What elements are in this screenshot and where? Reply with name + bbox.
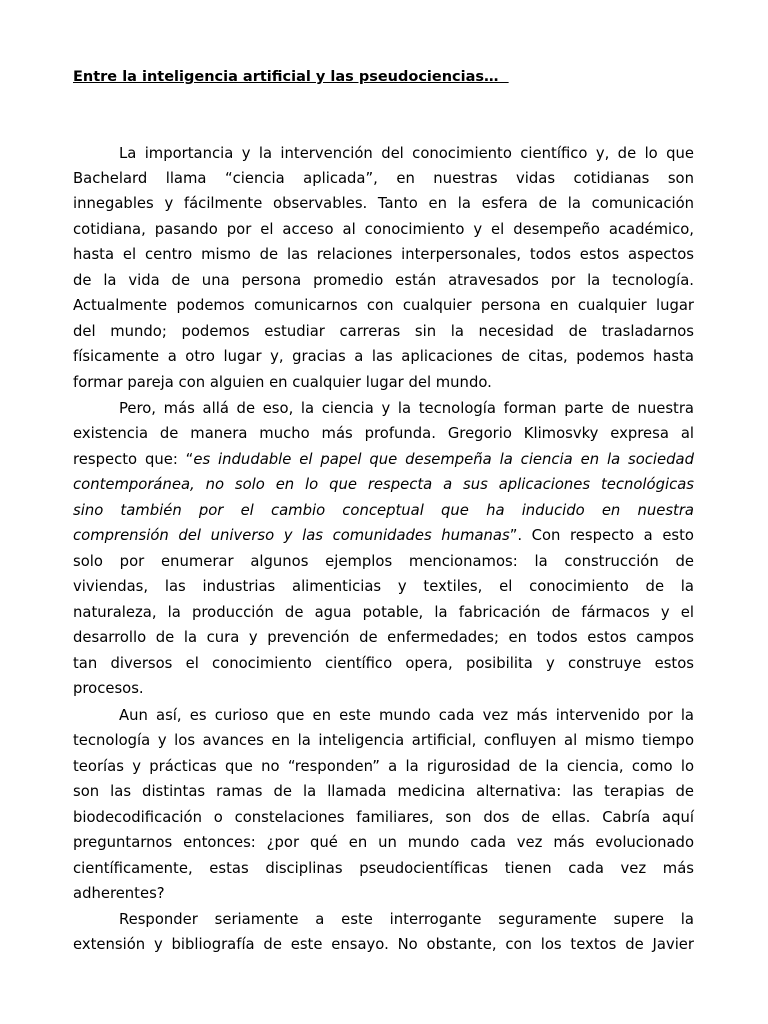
paragraph-2-line-1: Pero, más allá de eso, la ciencia y la tecnología forman parte de nuestra	[119, 400, 694, 417]
paragraph-2-line-10: desarrollo de la cura y prevención de enfermedades; en todos estos campos	[73, 629, 694, 646]
paragraph-3-line-6: preguntarnos entonces: ¿por qué en un mundo cada vez más evolucionado	[73, 834, 694, 851]
quote-intro: respecto que: “	[73, 451, 194, 468]
paragraph-3-line-3: teorías y prácticas que no “responden” a la rigurosidad de la ciencia, como lo	[73, 758, 694, 775]
paragraph-3-line-7: científicamente, estas disciplinas pseudocientíficas tienen cada vez más	[73, 860, 694, 877]
quote-text: contemporánea, no solo en lo que respecta a sus aplicaciones tecnológicas	[73, 476, 694, 493]
paragraph-1-line-6: de la vida de una persona promedio están atravesados por la tecnología.	[73, 272, 694, 289]
paragraph-2-line-2: existencia de manera mucho más profunda. Gregorio Klimosvky expresa al	[73, 425, 694, 442]
paragraph-2-line-9: naturaleza, la producción de agua potable, la fabricación de fármacos y el	[73, 604, 694, 621]
paragraph-1-line-5: hasta el centro mismo de las relaciones interpersonales, todos estos aspectos	[73, 246, 694, 263]
paragraph-2-line-8: viviendas, las industrias alimenticias y textiles, el conocimiento de la	[73, 578, 694, 595]
paragraph-2-line-11: tan diversos el conocimiento científico opera, posibilita y construye estos	[73, 655, 694, 672]
paragraph-1-line-2: Bachelard llama “ciencia aplicada”, en nuestras vidas cotidianas son	[73, 170, 694, 187]
paragraph-3-line-8: adherentes?	[73, 885, 165, 902]
paragraph-3-line-4: son las distintas ramas de la llamada medicina alternativa: las terapias de	[73, 783, 694, 800]
paragraph-3-line-2: tecnología y los avances en la inteligencia artificial, confluyen al mismo tiempo	[73, 732, 694, 749]
paragraph-3-line-1: Aun así, es curioso que en este mundo cada vez más intervenido por la	[119, 707, 694, 724]
paragraph-3-line-5: biodecodificación o constelaciones familiares, son dos de ellas. Cabría aquí	[73, 809, 694, 826]
quote-close: ”. Con respecto a esto	[509, 527, 694, 544]
paragraph-2-line-3	[73, 449, 694, 471]
paragraph-1-line-8: del mundo; podemos estudiar carreras sin la necesidad de trasladarnos	[73, 323, 694, 340]
paragraph-1-line-7: Actualmente podemos comunicarnos con cualquier persona en cualquier lugar	[73, 297, 694, 314]
paragraph-1-line-1: La importancia y la intervención del conocimiento científico y, de lo que	[119, 145, 694, 162]
paragraph-2-line-6	[73, 525, 694, 547]
paragraph-2-line-4	[73, 474, 694, 496]
paragraph-2-line-7: solo por enumerar algunos ejemplos mencionamos: la construcción de	[73, 553, 694, 570]
paragraph-2-line-12: procesos.	[73, 680, 144, 697]
quote-text: sino también por el cambio conceptual que ha inducido en nuestra	[73, 502, 694, 519]
paragraph-2-line-5	[73, 500, 694, 522]
paragraph-4-line-2: extensión y bibliografía de este ensayo. No obstante, con los textos de Javier	[73, 936, 694, 953]
paragraph-1-line-4: cotidiana, pasando por el acceso al conocimiento y el desempeño académico,	[73, 221, 694, 238]
quote-text: comprensión del universo y las comunidades humanas	[73, 527, 510, 544]
paragraph-4-line-1: Responder seriamente a este interrogante seguramente supere la	[119, 911, 694, 928]
paragraph-1-line-10: formar pareja con alguien en cualquier lugar del mundo.	[73, 374, 492, 391]
document-title: Entre la inteligencia artificial y las pseudociencias…	[73, 69, 509, 85]
paragraph-1-line-9: físicamente a otro lugar y, gracias a las aplicaciones de citas, podemos hasta	[73, 348, 694, 365]
paragraph-1-line-3: innegables y fácilmente observables. Tanto en la esfera de la comunicación	[73, 195, 694, 212]
quote-text: es indudable el papel que desempeña la ciencia en la sociedad	[193, 451, 694, 468]
